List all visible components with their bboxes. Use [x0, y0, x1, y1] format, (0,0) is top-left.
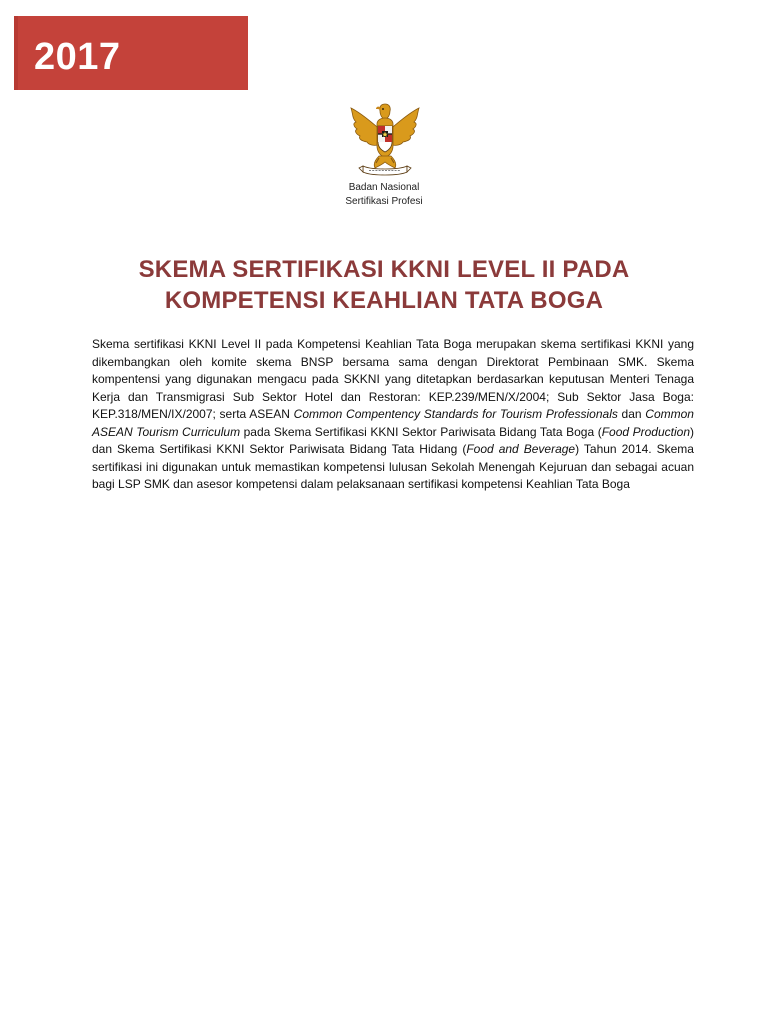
description-text-3: pada Skema Sertifikasi KKNI Sektor Pariwisata Bidang Tata Boga (: [240, 424, 602, 439]
organization-name-line2: Sertifikasi Profesi: [345, 196, 423, 207]
description-italic-1: Common Compentency Standards for Tourism Professionals: [293, 407, 618, 421]
description-text-2: dan: [617, 407, 646, 421]
description-italic-4: Food and Beverage: [466, 442, 576, 456]
description-italic-3: Food Production: [601, 424, 690, 439]
organization-name: [0, 181, 768, 209]
document-title-line2: KOMPETENSI KEAHLIAN TATA BOGA: [164, 287, 604, 314]
description-paragraph: [92, 336, 694, 494]
organization-name-line1: Badan Nasional: [348, 182, 420, 193]
document-title-line1: SKEMA SERTIFIKASI KKNI LEVEL II PADA: [138, 256, 630, 283]
description-italic-2: Common ASEAN Tourism Curriculum: [92, 407, 694, 439]
garuda-pancasila-emblem-icon: [343, 96, 427, 180]
description-text-4: ) dan Skema Sertifikasi KKNI Sektor Pariwisata Bidang Tata Hidang (: [92, 424, 694, 456]
document-title: [40, 254, 728, 316]
description-text-1: Skema sertifikasi KKNI Level II pada Kompetensi Keahlian Tata Boga merupakan skema sertifikasi KKNI yang dikembangkan oleh komite skema BNSP bersama sama dengan Direktorat Pembinaan SMK. Skema kompentensi yang digunakan mengacu pada SKKNI yang ditetapkan berdasarkan keputusan Menteri Tenaga Kerja dan Transmigrasi Sub Sektor Hotel dan Restoran: KEP.239/MEN/X/2004; Sub Sektor Jasa Boga: KEP.318/MEN/IX/2007; serta ASEAN: [92, 337, 694, 421]
description-text-5: ) Tahun 2014. Skema sertifikasi ini digunakan untuk memastikan kompetensi lulusan Sekolah Menengah Kejuruan dan sebagai acuan bagi LSP SMK dan asesor kompetensi dalam pelaksanaan sertifikasi kompetensi Keahlian Tata Boga: [92, 442, 694, 491]
year-banner: [14, 16, 248, 90]
year-label: 2017: [34, 35, 121, 78]
